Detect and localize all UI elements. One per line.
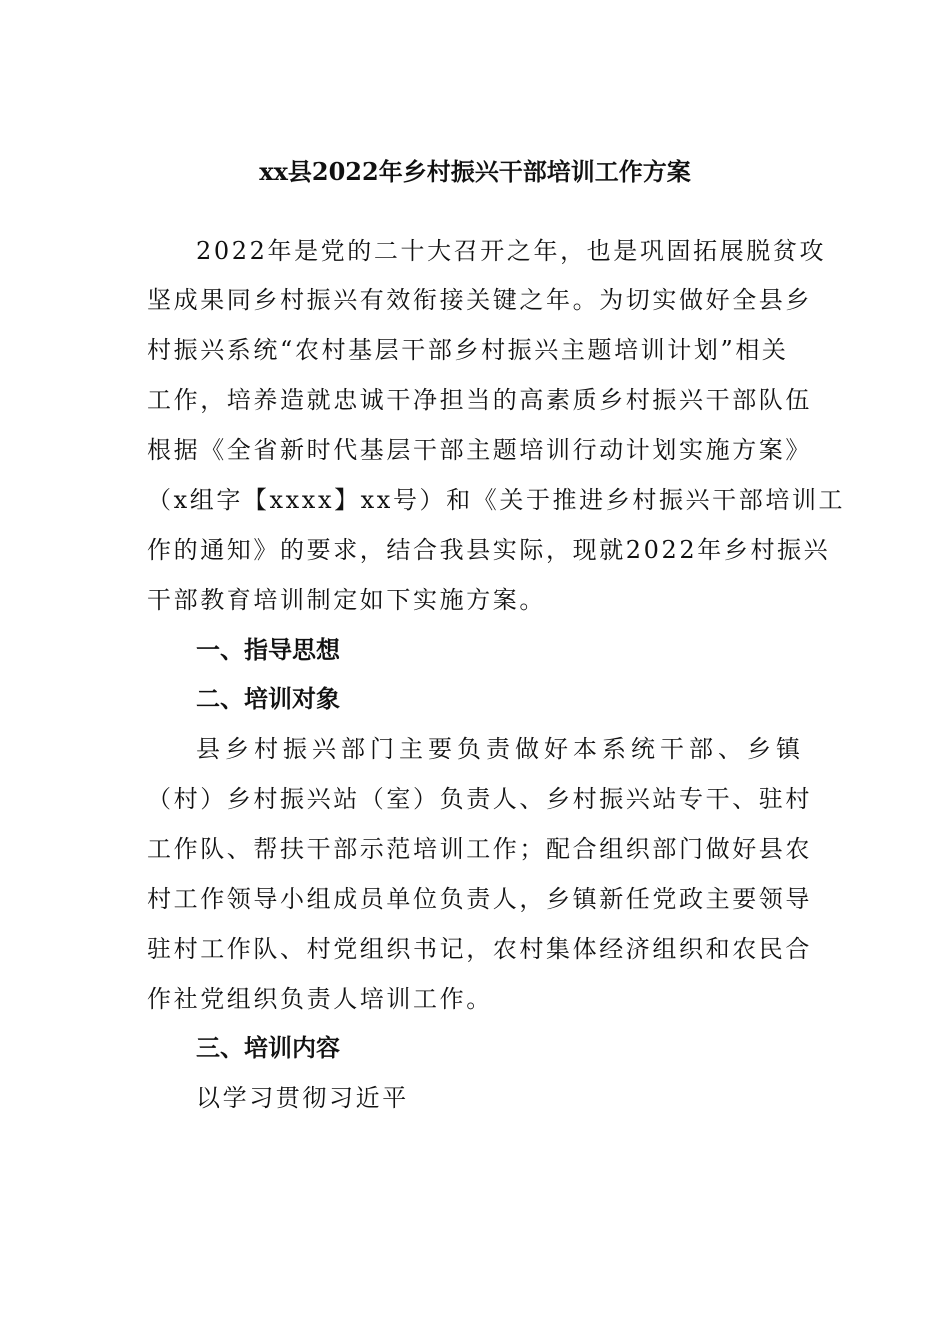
paragraph-line: 作社党组织负责人培训工作。 <box>147 985 493 1013</box>
paragraph-line: 作的通知》的要求，结合我县实际，现就2022年乡村振兴 <box>147 536 831 564</box>
section-heading-guiding-ideology: 一、指导思想 <box>196 636 340 664</box>
paragraph-line: 村振兴系统“农村基层干部乡村振兴主题培训计划”相关 <box>147 336 789 364</box>
paragraph-line: 干部教育培训制定如下实施方案。 <box>147 586 546 614</box>
paragraph-line: 根据《全省新时代基层干部主题培训行动计划实施方案》 <box>147 436 812 464</box>
paragraph-line: 工作队、帮扶干部示范培训工作；配合组织部门做好县农 <box>147 835 812 863</box>
section-heading-training-content: 三、培训内容 <box>196 1034 340 1062</box>
paragraph-line: 驻村工作队、村党组织书记，农村集体经济组织和农民合 <box>147 935 812 963</box>
paragraph-line: （x组字【xxxx】xx号）和《关于推进乡村振兴干部培训工 <box>147 486 846 514</box>
paragraph-line: 村工作领导小组成员单位负责人，乡镇新任党政主要领导 <box>147 885 812 913</box>
document-title: xx县2022年乡村振兴干部培训工作方案 <box>259 157 691 186</box>
paragraph-line: 工作，培养造就忠诚干净担当的高素质乡村振兴干部队伍 <box>147 386 812 414</box>
paragraph-line: 以学习贯彻习近平 <box>196 1084 409 1112</box>
section-heading-training-targets: 二、培训对象 <box>196 685 340 713</box>
paragraph-line: 县乡村振兴部门主要负责做好本系统干部、乡镇 <box>196 735 805 763</box>
paragraph-line: 坚成果同乡村振兴有效衔接关键之年。为切实做好全县乡 <box>147 286 812 314</box>
paragraph-line: 2022年是党的二十大召开之年，也是巩固拓展脱贫攻 <box>196 237 827 265</box>
paragraph-line: （村）乡村振兴站（室）负责人、乡村振兴站专干、驻村 <box>147 785 812 813</box>
